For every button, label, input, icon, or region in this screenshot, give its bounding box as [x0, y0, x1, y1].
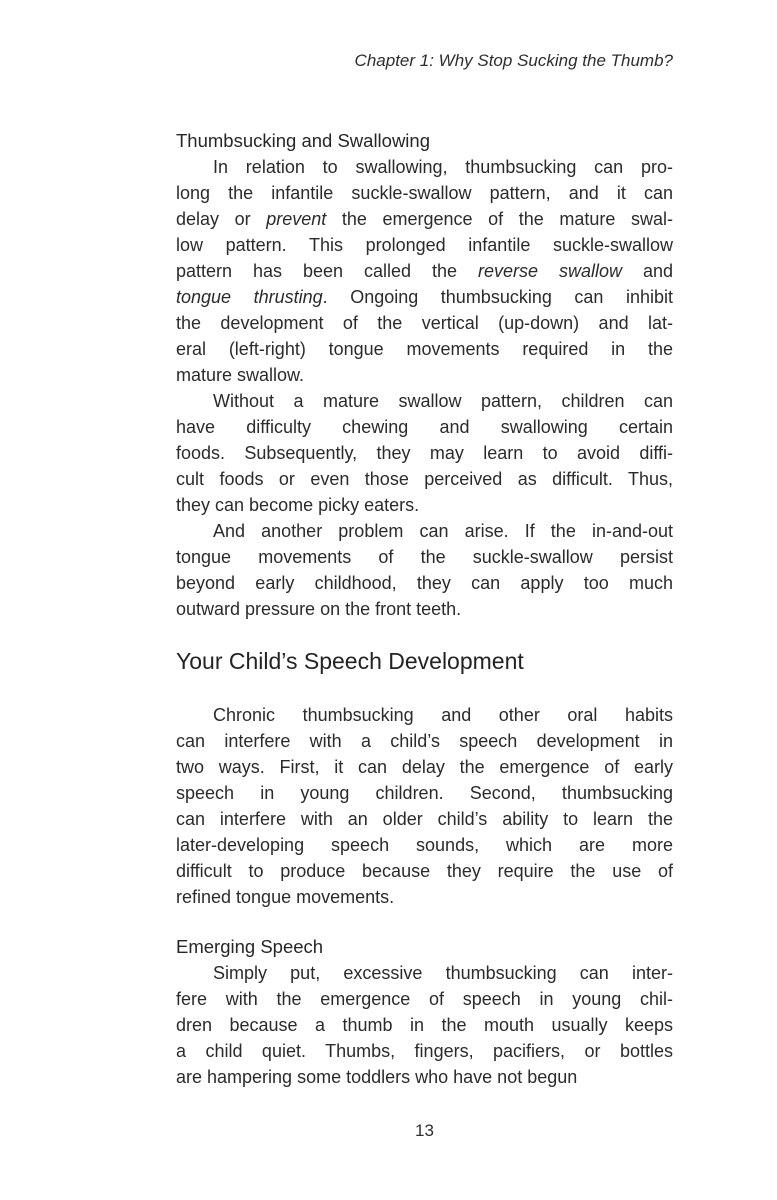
italic-text: reverse swallow — [477, 261, 622, 281]
text-line: refined tongue movements. — [176, 887, 395, 907]
text-line: Without a mature swallow pattern, children can — [213, 391, 673, 411]
paragraph — [176, 960, 673, 1090]
text-line: delay or prevent the emergence of the mature swal- — [176, 209, 673, 229]
text-line: long the infantile suckle-swallow pattern, and it can — [176, 183, 673, 203]
text-line: speech in young children. Second, thumbsucking — [176, 783, 673, 803]
text-line: can interfere with a child’s speech development in — [176, 731, 673, 751]
text-line: mature swallow. — [176, 365, 305, 385]
text-line: two ways. First, it can delay the emergence of early — [176, 757, 673, 777]
text-line: a child quiet. Thumbs, fingers, pacifiers, or bottles — [176, 1041, 673, 1061]
paragraph — [176, 702, 673, 910]
text-line: can interfere with an older child’s ability to learn the — [176, 809, 673, 829]
text-line: later-developing speech sounds, which are more — [176, 835, 673, 855]
text-line: the development of the vertical (up-down) and lat- — [176, 313, 673, 333]
text-line: dren because a thumb in the mouth usually keeps — [176, 1015, 673, 1035]
text-block — [176, 50, 673, 1090]
text-line: Simply put, excessive thumbsucking can inter- — [213, 963, 673, 983]
paragraph — [176, 388, 673, 518]
text-line: tongue movements of the suckle-swallow persist — [176, 547, 673, 567]
text-line: outward pressure on the front teeth. — [176, 599, 462, 619]
text-line: In relation to swallowing, thumbsucking can pro- — [213, 157, 673, 177]
subsection-heading: Emerging Speech — [176, 936, 324, 957]
page-number: 13 — [415, 1121, 434, 1140]
text-line: fere with the emergence of speech in young chil- — [176, 989, 673, 1009]
text-line: cult foods or even those perceived as difficult. Thus, — [176, 469, 673, 489]
text-line: have difficulty chewing and swallowing certain — [176, 417, 673, 437]
paragraph — [176, 154, 673, 388]
text-line: And another problem can arise. If the in-and-out — [213, 521, 673, 541]
text-line: foods. Subsequently, they may learn to avoid diffi- — [176, 443, 673, 463]
italic-text: tongue thrusting — [176, 287, 323, 307]
text-line: are hampering some toddlers who have not begun — [176, 1067, 578, 1087]
text-line: tongue thrusting. Ongoing thumbsucking can inhibit — [176, 287, 673, 307]
subsection-heading: Thumbsucking and Swallowing — [176, 130, 430, 151]
text-line: low pattern. This prolonged infantile suckle-swallow — [176, 235, 673, 255]
page-content — [176, 128, 673, 1090]
section-heading: Your Child’s Speech Development — [176, 648, 524, 674]
italic-text: prevent — [266, 209, 327, 229]
text-line: pattern has been called the reverse swallow and — [176, 261, 673, 281]
running-header: Chapter 1: Why Stop Sucking the Thumb? — [354, 51, 673, 70]
text-line: beyond early childhood, they can apply too much — [176, 573, 673, 593]
text-line: Chronic thumbsucking and other oral habits — [213, 705, 673, 725]
paragraph — [176, 518, 673, 622]
text-line: eral (left-right) tongue movements required in the — [176, 339, 673, 359]
text-line: difficult to produce because they require the use of — [176, 861, 673, 881]
text-line: they can become picky eaters. — [176, 495, 420, 515]
